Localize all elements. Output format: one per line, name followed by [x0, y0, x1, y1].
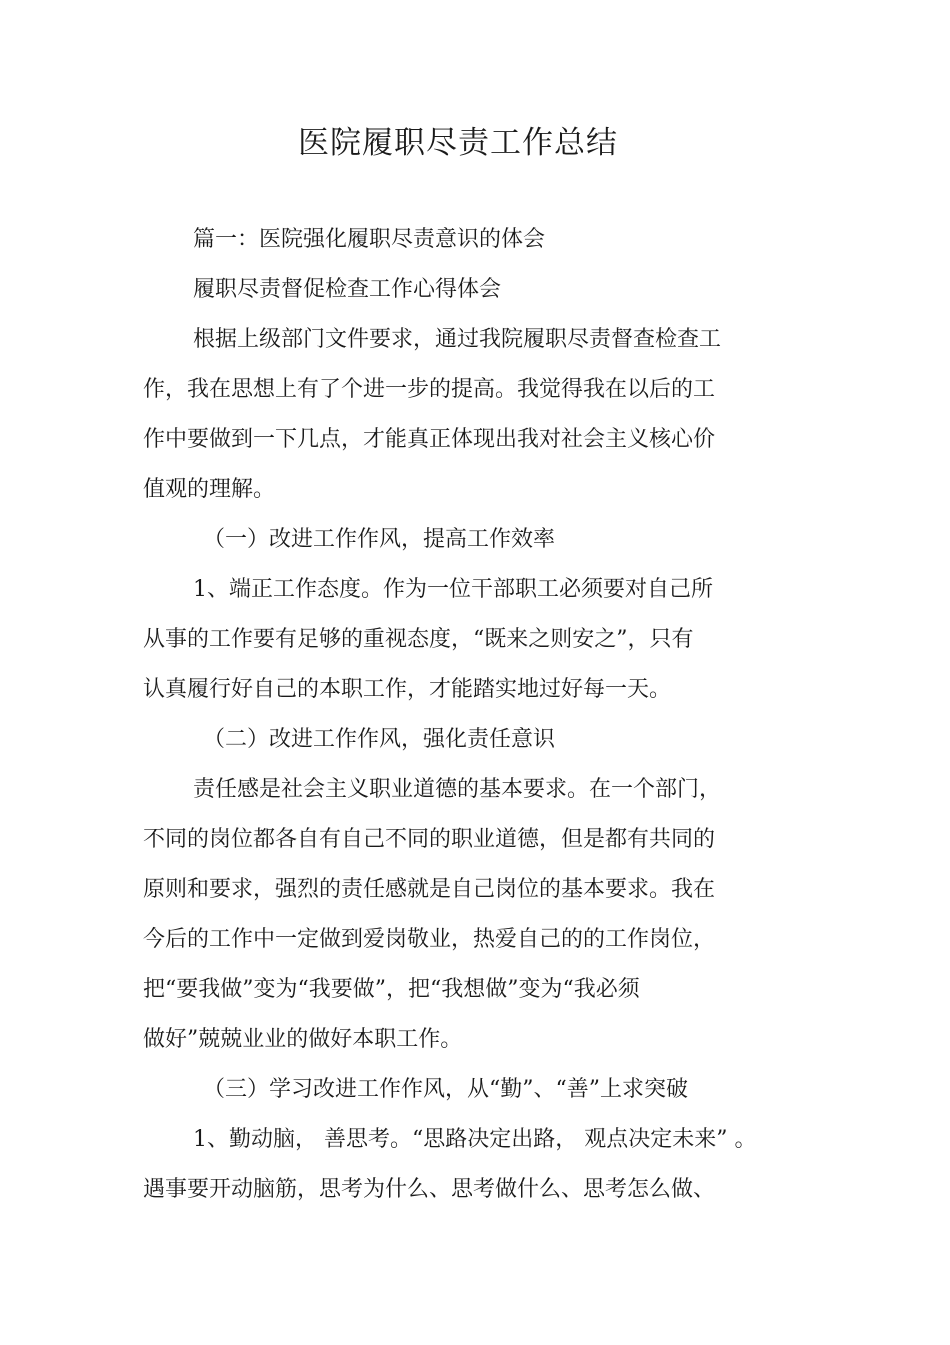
subsection-heading: （一）改进工作作风，提高工作效率 — [203, 527, 556, 552]
paragraph-line: 值观的理解。 — [143, 477, 276, 502]
paragraph-line: 不同的岗位都各自有自己不同的职业道德，但是都有共同的 — [143, 827, 716, 852]
paragraph-line: 遇事要开动脑筋，思考为什么、思考做什么、思考怎么做、 — [143, 1177, 716, 1202]
subtitle: 履职尽责督促检查工作心得体会 — [193, 277, 502, 302]
paragraph-line: 原则和要求，强烈的责任感就是自己岗位的基本要求。我在 — [143, 877, 716, 902]
paragraph-line: 1、端正工作态度。作为一位干部职工必须要对自己所 — [193, 577, 713, 602]
paragraph-line: 作，我在思想上有了个进一步的提高。我觉得我在以后的工 — [143, 377, 716, 402]
paragraph-line: 作中要做到一下几点，才能真正体现出我对社会主义核心价 — [143, 427, 716, 452]
section-heading: 篇一：医院强化履职尽责意识的体会 — [193, 227, 546, 252]
paragraph-line: 认真履行好自己的本职工作，才能踏实地过好每一天。 — [143, 677, 672, 702]
document-body — [143, 215, 823, 1215]
paragraph-line: 今后的工作中一定做到爱岗敬业，热爱自己的的工作岗位， — [143, 927, 716, 952]
subsection-heading: （三）学习改进工作作风，从“勤”、“善”上求突破 — [203, 1077, 688, 1102]
subsection-heading: （二）改进工作作风，强化责任意识 — [203, 727, 556, 752]
paragraph-line: 1、勤动脑， 善思考。“思路决定出路， 观点决定未来” 。 — [193, 1127, 757, 1152]
paragraph-line: 把“要我做”变为“我要做”，把“我想做”变为“我必须 — [143, 977, 640, 1002]
paragraph-line: 根据上级部门文件要求，通过我院履职尽责督查检查工 — [193, 327, 722, 352]
paragraph-line: 做好”兢兢业业的做好本职工作。 — [143, 1027, 463, 1052]
document-title: 医院履职尽责工作总结 — [298, 125, 618, 161]
paragraph-line: 从事的工作要有足够的重视态度，“既来之则安之”，只有 — [143, 627, 694, 652]
paragraph-line: 责任感是社会主义职业道德的基本要求。在一个部门， — [193, 777, 722, 802]
